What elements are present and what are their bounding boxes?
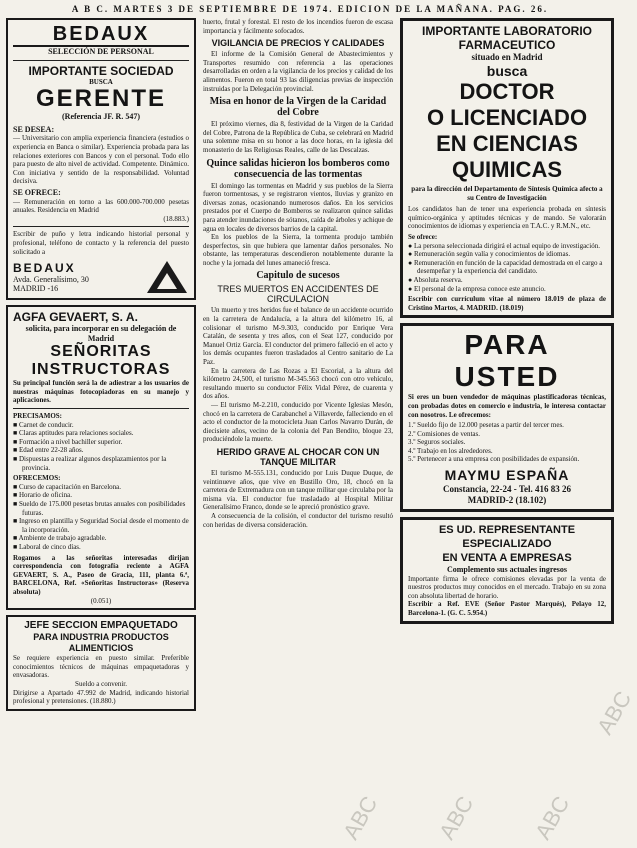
- para-usted-title: PARA USTED: [454, 329, 560, 393]
- precisamos-heading: PRECISAMOS:: [13, 412, 63, 421]
- continued-text: huerto, frutal y forestal. El resto de los incendios fueron de escasa importancia y fácilmente sofocados.: [203, 18, 393, 35]
- jefe-sub-2: ALIMENTICIOS: [68, 643, 134, 654]
- list-item: 2.º Comisiones de ventas.: [408, 429, 480, 438]
- agfa-title-2: INSTRUCTORAS: [31, 361, 171, 379]
- reference: (Referencia JF. R. 547): [62, 112, 140, 122]
- lab-para: para la dirección del Departamento de Síntesis Química afecto a su Centro de Investigación: [411, 185, 603, 202]
- agfa-solicita: solicita, para incorporar en su delegación de Madrid: [25, 324, 177, 343]
- list-item: ■ Carnet de conducir.: [13, 420, 74, 429]
- ofrecemos-heading: OFRECEMOS:: [13, 474, 61, 483]
- watermark: ABC: [338, 791, 383, 844]
- company-name: IMPORTANTE SOCIEDAD: [28, 63, 174, 78]
- bedaux-logo: BEDAUX: [13, 23, 189, 47]
- maymu-city: MADRID-2 (18.102): [467, 495, 547, 506]
- agfa-title-1: SEÑORITAS: [50, 343, 152, 361]
- bedaux-subtitle: SELECCIÓN DE PERSONAL: [48, 47, 154, 56]
- quince-heading: Quince salidas hicieron los bomberos como consecuencia de las tormentas: [206, 157, 390, 180]
- list-item: ■ Edad entre 22-28 años.: [13, 446, 84, 455]
- bedaux-triangle-logo: [145, 259, 189, 295]
- herido-text: El turismo M-555.131, conducido por Luis Duque Duque, de veintinueve años, que vive en Bustillo Oro, 18, chocó en la carretera de Extremadura con un tanque militar que circulaba por la misma vía. El conductor fue trasladado al Hospital Militar Generalísimo Franco, donde se le apreció pronóstico grave.: [203, 468, 393, 512]
- agfa-function: Su principal función será la de adiestrar a los usuarios de nuestras máquinas fotocopiadoras en su manejo y aplicaciones.: [13, 379, 189, 405]
- ofrece-text: — Remuneración en torno a las 600.000-700.000 pesetas anuales. Residencia en Madrid: [13, 197, 189, 215]
- jefe-title: JEFE SECCION EMPAQUETADO: [24, 620, 178, 632]
- tres-text: Un muerto y tres heridos fue el balance de un accidente ocurrido en la carretera de Andalucía, a la altura del kilómetro 16, al colisionar el turismo M-9.303, conducido por Enrique Vera Catalán, de sesenta y tres años, con el Seat 127, conducido por Manuel Ortiz García. El conductor del primero falleció en el acto y los demás ocupantes fueron trasladados al Centro sanitario de La Paz.: [203, 306, 393, 367]
- lab-contact: Escribir con currículum vitae al número 18.019 de plaza de Cristino Martos, 4. MADRID. (18.019): [408, 295, 606, 312]
- herido-heading: HERIDO GRAVE AL CHOCAR CON UN TANQUE MILITAR: [216, 446, 380, 467]
- jefe-body: Se requiere experiencia en puesto similar. Preferible conocimientos técnicos de máquinas empaquetadoras y envasadoras.: [13, 654, 189, 680]
- list-item: ● Remuneración en función de la capacidad demostrada en el cargo a desempeñar y la experiencia del candidato.: [408, 258, 603, 276]
- rep-contact: Escribir a Ref. EVE (Señor Pastor Marqués), Pelayo 12, Barcelona-1. (G. C. 5.954.): [408, 600, 606, 618]
- para-usted-list: [408, 421, 606, 464]
- lab-line-1: IMPORTANTE LABORATORIO: [422, 24, 592, 38]
- jefe-ad: [6, 615, 196, 711]
- misa-heading: Misa en honor de la Virgen de la Caridad del Cobre: [209, 96, 387, 119]
- list-item: ■ Sueldo de 175.000 pesetas brutas anuales con posibilidades futuras.: [13, 500, 186, 517]
- lab-title-1: DOCTOR: [459, 79, 555, 104]
- representante-ad: [400, 517, 614, 624]
- lab-candidates: Los candidatos han de tener una experiencia probada en síntesis químico-orgánica y aptitudes técnicas y de mando. Se valorarán conocimientos de idiomas y experiencia en T.A.C. y R.M.N., etc.: [408, 205, 606, 231]
- list-item: 4.º Trabajo en los alrededores.: [408, 446, 493, 455]
- address: Avda. Generalísimo, 30: [13, 274, 89, 284]
- lab-line-3: situado en Madrid: [471, 52, 543, 62]
- agfa-code: (0.051): [90, 596, 112, 605]
- rep-line-3: EN VENTA A EMPRESAS: [442, 552, 572, 565]
- busca-label: BUSCA: [89, 77, 113, 86]
- watermark: ABC: [592, 686, 637, 739]
- tres-text-3: — El turismo M-2.210, conducido por Vicente Iglesias Mesón, chocó en la carretera de Carabanchel a Villaverde, falleciendo en el acto el conductor de la motocicleta Juan Carlos Navarro Durán, de diecisiete años, vecino de la colonia del Pan Bendito, bloque 23, produciéndole la muerte.: [203, 401, 393, 444]
- lab-offer-list: [408, 242, 606, 294]
- list-item: ■ Dispuestas a realizar algunos desplazamientos por la provincia.: [13, 455, 167, 472]
- list-item: ● Remuneración según valía y conocimientos de idiomas.: [408, 250, 571, 259]
- tres-heading: TRES MUERTOS EN ACCIDENTES DE CIRCULACION: [217, 284, 379, 305]
- position-title: GERENTE: [35, 85, 166, 113]
- list-item: ■ Ingreso en plantilla y Seguridad Social desde el momento de la incorporación.: [13, 517, 189, 534]
- misa-text: El próximo viernes, día 8, festividad de la Virgen de la Caridad del Cobre, Patrona de la República de Cuba, se celebrará en Madrid una solemne misa en su honor a las doce horas, en la iglesia del monasterio de las Religiosas Reales, calle de las Descalzas.: [203, 120, 393, 154]
- jefe-sub-1: PARA INDUSTRIA PRODUCTOS: [33, 632, 169, 643]
- para-usted-ad: [400, 323, 614, 512]
- list-item: 3.º Seguros sociales.: [408, 438, 466, 447]
- list-item: ■ Curso de capacitación en Barcelona.: [13, 482, 122, 491]
- bedaux-ad: [6, 18, 196, 300]
- lab-title-4: QUIMICAS: [452, 157, 562, 182]
- maymu-company: MAYMU ESPAÑA: [444, 467, 570, 484]
- rep-sub: Complemento sus actuales ingresos: [446, 565, 568, 575]
- quince-text-2: En los pueblos de la Sierra, la tormenta produjo también desperfectos, sin que hubiera que lamentar daños personales. No obstante, las temperaturas descendieron notablemente durante la noche y la jornada del lunes amaneció fresca.: [203, 233, 393, 267]
- write-instructions: Escribir de puño y letra indicando historial personal y profesional, teléfono de contacto y la referencia del puesto solicitado a: [13, 230, 189, 256]
- desea-text: — Universitario con amplia experiencia financiera (estudios o experiencia en Banca o similar). Experiencia probada para las relaciones exteriores con Bancos y con el personal. Todo ello para puesto de alto nivel de actividad. Competente. Dinámico. Con iniciativa y sentido de la responsabilidad. Voluntad decisiva.: [13, 134, 189, 186]
- city: MADRID -16: [13, 284, 59, 294]
- page-header: A B C. MARTES 3 DE SEPTIEMBRE DE 1974. EDICION DE LA MAÑANA. PAG. 26.: [71, 4, 549, 14]
- rep-body: Importante firma le ofrece comisiones elevadas por la venta de nuestros productos muy conocidos en el mercado. Trabajo en su zona con absoluta libertad de horario.: [408, 574, 606, 600]
- lab-ofrece-heading: Se ofrece:: [408, 232, 438, 241]
- maymu-address: Constancia, 22-24 - Tel. 416 83 26: [442, 484, 571, 495]
- herido-text-2: A consecuencia de la colisión, el conductor del turismo resultó con heridas de diversa consideración.: [203, 511, 393, 529]
- ad-code: (18.883.): [163, 214, 189, 223]
- lab-title-2: O LICENCIADO: [426, 105, 588, 130]
- jefe-contact: Dirigirse a Apartado 47.992 de Madrid, indicando historial profesional y pretensiones. (18.880.): [13, 688, 189, 706]
- jefe-offer: Sueldo a convenir.: [75, 679, 127, 688]
- vigilancia-text: El informe de la Comisión General de Abastecimientos y Transportes resumido con referencia a las operaciones desarrolladas en orden a la vigilancia de los precios y calidad de los alimentos. Fueron en total 93 las diligencias previas de inspección instruidas por la Delegación provincial.: [203, 50, 393, 93]
- rep-line-2: ESPECIALIZADO: [462, 538, 552, 551]
- agfa-ad: [6, 305, 196, 610]
- watermark: ABC: [530, 791, 575, 844]
- lab-title-3: EN CIENCIAS: [436, 131, 578, 156]
- lab-busca: busca: [486, 63, 528, 79]
- tres-text-2: En la carretera de Las Rozas a El Escorial, a la altura del kilómetro 24,500, el turismo M-345.563 chocó con otro vehículo, resultando muerto su conductor Félix Vidal Pérez, de cuarenta y dos años.: [203, 366, 393, 401]
- precisamos-list: [13, 421, 189, 473]
- laboratorio-ad: [400, 18, 614, 318]
- list-item: ● Absoluta reserva.: [408, 275, 463, 284]
- ofrecemos-list: [13, 483, 189, 552]
- desea-heading: SE DESEA:: [13, 124, 55, 134]
- lab-line-2: FARMACEUTICO: [458, 38, 556, 52]
- list-item: ■ Ambiente de trabajo agradable.: [13, 534, 107, 543]
- list-item: ■ Formación a nivel bachiller superior.: [13, 437, 123, 446]
- column-3: [400, 18, 614, 629]
- list-item: ■ Laboral de cinco días.: [13, 542, 81, 551]
- list-item: 5.º Pertenecer a una empresa con posibilidades de expansión.: [408, 455, 580, 464]
- rep-line-1: ES UD. REPRESENTANTE: [438, 524, 576, 537]
- vigilancia-heading: VIGILANCIA DE PRECIOS Y CALIDADES: [211, 38, 385, 49]
- agfa-company: AGFA GEVAERT, S. A.: [13, 310, 138, 325]
- quince-text: El domingo las tormentas en Madrid y sus pueblos de la Sierra fueron tormentosas, y se registraron vientos, lluvias y granizo en diversas zonas, ocasionando numerosos daños. En los servicios prestados por el Cuerpo de Bomberos se realizaron quince salidas para atender inundaciones de sótanos, caída de árboles y achique de agua en locales de diversos barrios de la capital.: [203, 181, 393, 233]
- list-item: ● El personal de la empresa conoce este anuncio.: [408, 284, 546, 293]
- column-2: [203, 18, 393, 529]
- watermark: ABC: [434, 791, 479, 844]
- ofrece-heading: SE OFRECE:: [13, 187, 61, 197]
- agfa-apply: Rogamos a las señoritas interesadas dirijan correspondencia con fotografía reciente a AGFA GEVAERT, S. A., Paseo de Gracia, 111, planta 6.ª, BARCELONA, Ref. «Señoritas Instructoras» (Reserva absoluta): [13, 553, 189, 596]
- column-1: [6, 18, 196, 716]
- list-item: ■ Horario de oficina.: [13, 491, 73, 500]
- sucesos-heading: Capitulo de sucesos: [256, 270, 340, 282]
- list-item: 1.º Sueldo fijo de 12.000 pesetas a partir del tercer mes.: [408, 421, 564, 430]
- list-item: ■ Claras aptitudes para relaciones sociales.: [13, 429, 134, 438]
- para-usted-intro: Si eres un buen vendedor de máquinas plastificadoras técnicas, con probadas dotes en comercio e industria, le interesa contactar con nosotros. Le ofrecemos:: [408, 393, 606, 419]
- bedaux-small-logo: BEDAUX: [13, 260, 76, 275]
- list-item: ● La persona seleccionada dirigirá el actual equipo de investigación.: [408, 241, 600, 250]
